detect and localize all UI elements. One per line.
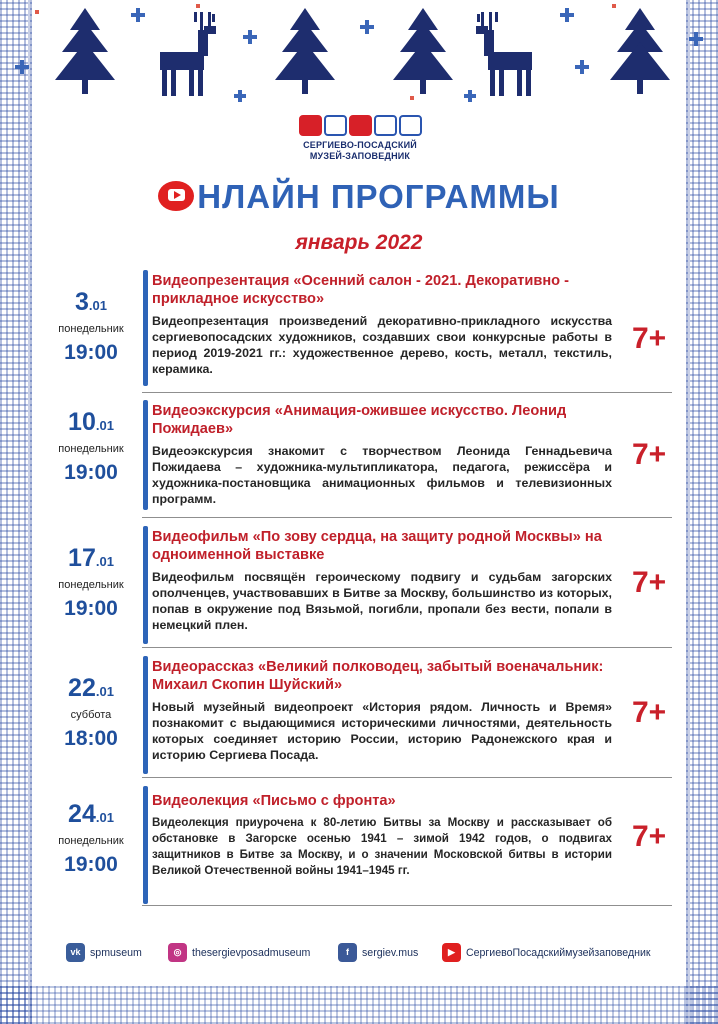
event-divider-bar bbox=[143, 526, 148, 644]
age-rating: 7+ bbox=[632, 820, 667, 853]
museum-name-line1: СЕРГИЕВО-ПОСАДСКИЙ bbox=[303, 140, 417, 150]
event-time: 18:00 bbox=[64, 727, 118, 750]
deer-icon-left bbox=[160, 12, 216, 96]
age-rating: 7+ bbox=[632, 322, 667, 355]
social-link-youtube[interactable] bbox=[442, 943, 651, 962]
social-link-vk[interactable] bbox=[66, 943, 142, 962]
age-rating: 7+ bbox=[632, 696, 667, 729]
social-link-instagram[interactable] bbox=[168, 943, 310, 962]
social-links-bar bbox=[66, 943, 706, 969]
tree-ornament-1 bbox=[55, 8, 115, 94]
event-day: 3 bbox=[75, 288, 89, 316]
event-separator bbox=[142, 392, 672, 393]
event-date bbox=[42, 288, 140, 365]
social-link-label: spmuseum bbox=[90, 946, 142, 959]
event-day: 17 bbox=[68, 544, 96, 572]
event-description: Видеопрезентация произведений декоративно-прикладного искусства сергиевопосадских художников, создавших свои конкурсные работы в период 2019-2021 гг.: художественное дерево, кость, металл, текстиль, керамика. bbox=[152, 314, 612, 376]
event-separator bbox=[142, 777, 672, 778]
event-time: 19:00 bbox=[64, 597, 118, 620]
event-date bbox=[42, 408, 140, 485]
event-card bbox=[42, 526, 672, 646]
event-divider-bar bbox=[143, 656, 148, 774]
social-link-label: СергиевоПосадскиймузейзаповедник bbox=[466, 946, 651, 959]
ornament-border-left bbox=[0, 0, 32, 1024]
event-title: Видеолекция «Письмо с фронта» bbox=[152, 793, 396, 809]
event-time: 19:00 bbox=[64, 461, 118, 484]
museum-logo-icon bbox=[290, 115, 430, 136]
event-description: Видеолекция приурочена к 80-летию Битвы за Москву и рассказывает об обстановке в Загорске осенью 1941 – зимой 1942 годов, о подвигах защитников в Битве за Москву, и о значении Московской битвы в истории Великой Отечественной войны 1941–1945 гг. bbox=[152, 816, 612, 877]
event-weekday: понедельник bbox=[58, 835, 124, 847]
event-title: Видеофильм «По зову сердца, на защиту родной Москвы» на одноименной выставке bbox=[152, 529, 602, 563]
event-description: Видеоэкскурсия знакомит с творчеством Леонида Геннадьевича Пожидаева – художника-мультипликатора, педагога, режиссёра и художника-постановщика анимационных фильмов и телевизионных программ. bbox=[152, 444, 612, 506]
event-date bbox=[42, 544, 140, 621]
event-card bbox=[42, 400, 672, 515]
event-description: Видеофильм посвящён героическому подвигу и судьбам загорских ополченцев, участвовавших в Битве за Москву, большинство из которых, попав в окружение под Вязьмой, погибли, пропали без вести, попали в немецкий плен. bbox=[152, 570, 612, 632]
event-day: 24 bbox=[68, 800, 96, 828]
snowflake-icons bbox=[15, 8, 703, 102]
age-rating: 7+ bbox=[632, 566, 667, 599]
facebook-icon: f bbox=[338, 943, 357, 962]
social-link-label: thesergievposadmuseum bbox=[192, 946, 311, 959]
page-subtitle: январь 2022 bbox=[295, 231, 423, 254]
event-title: Видеопрезентация «Осенний салон - 2021. Декоративно - прикладное искусство» bbox=[152, 273, 569, 307]
vk-icon: vk bbox=[66, 943, 85, 962]
event-divider-bar bbox=[143, 400, 148, 510]
museum-logo bbox=[290, 115, 430, 162]
page-title-text: НЛАЙН ПРОГРАММЫ bbox=[197, 178, 560, 215]
deer-icon-right bbox=[476, 12, 532, 96]
event-card bbox=[42, 656, 672, 776]
social-link-label: sergiev.mus bbox=[362, 946, 419, 959]
event-month: .01 bbox=[88, 298, 107, 313]
age-rating: 7+ bbox=[632, 438, 667, 471]
tree-ornament-2 bbox=[275, 8, 335, 94]
event-day: 22 bbox=[68, 674, 96, 702]
event-date bbox=[42, 800, 140, 877]
tree-ornament-3 bbox=[393, 8, 453, 94]
tree-ornament-4 bbox=[610, 8, 670, 94]
museum-name-line2: МУЗЕЙ-ЗАПОВЕДНИК bbox=[309, 151, 411, 161]
page-title bbox=[0, 178, 718, 216]
event-divider-bar bbox=[143, 786, 148, 904]
event-separator bbox=[142, 517, 672, 518]
event-weekday: понедельник bbox=[58, 323, 124, 335]
ornament-border-right bbox=[686, 0, 718, 1024]
event-weekday: понедельник bbox=[58, 443, 124, 455]
event-month: .01 bbox=[95, 810, 114, 825]
event-time: 19:00 bbox=[64, 853, 118, 876]
event-divider-bar bbox=[143, 270, 148, 386]
event-description: Новый музейный видеопроект «История рядом. Личность и Время» познакомит с выдающимися историческими личностями, деятельность которых соединяет историю России, историю Радонежского края и историю Сергиева Посада. bbox=[152, 700, 612, 762]
event-month: .01 bbox=[95, 684, 114, 699]
event-day: 10 bbox=[68, 408, 96, 436]
event-card bbox=[42, 786, 672, 906]
youtube-icon: ▶ bbox=[442, 943, 461, 962]
social-link-facebook[interactable] bbox=[338, 943, 418, 962]
event-title: Видеоэкскурсия «Анимация-ожившее искусство. Леонид Пожидаев» bbox=[152, 403, 567, 437]
ornament-border-bottom bbox=[0, 986, 718, 1024]
event-separator bbox=[142, 647, 672, 648]
youtube-o-icon bbox=[158, 181, 194, 211]
event-month: .01 bbox=[95, 418, 114, 433]
event-month: .01 bbox=[95, 554, 114, 569]
event-time: 19:00 bbox=[64, 341, 118, 364]
folk-ornament-header bbox=[0, 0, 718, 110]
instagram-icon: ◎ bbox=[168, 943, 187, 962]
event-separator bbox=[142, 905, 672, 906]
event-title: Видеорассказ «Великий полководец, забытый военачальник: Михаил Скопин Шуйский» bbox=[152, 659, 604, 693]
event-weekday: суббота bbox=[70, 709, 112, 721]
event-card bbox=[42, 270, 672, 390]
event-weekday: понедельник bbox=[58, 579, 124, 591]
event-date bbox=[42, 674, 140, 751]
